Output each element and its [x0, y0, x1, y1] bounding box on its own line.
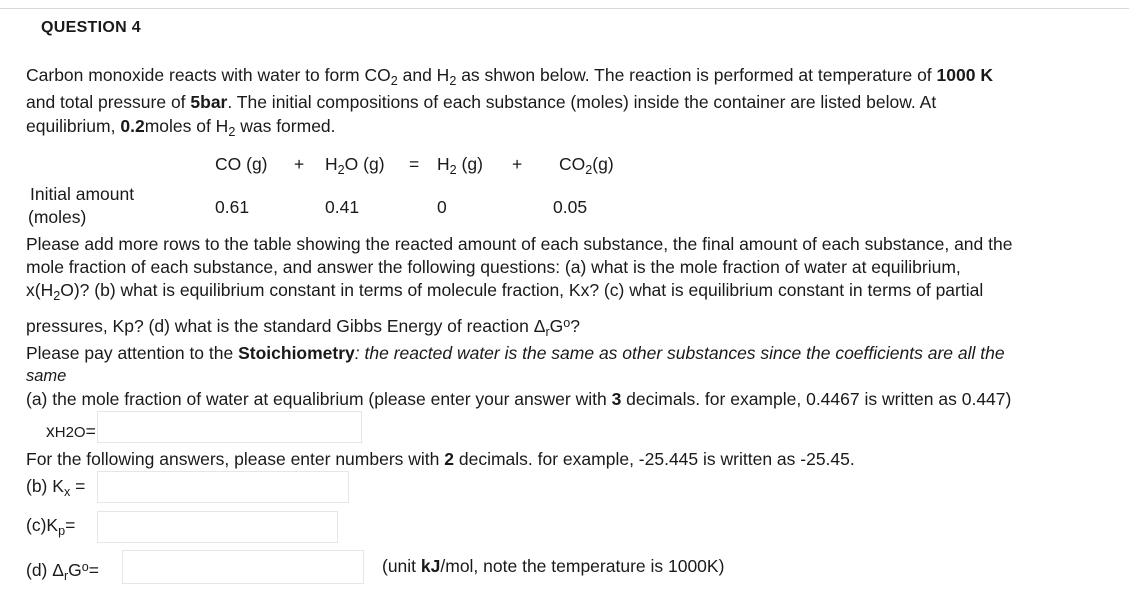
instruction-line-2: mole fraction of each substance, and answer the following questions: (a) what is the mole fraction of water at equilibrium,: [26, 257, 961, 277]
plus-sign: +: [512, 154, 523, 174]
equals-sign: =: [409, 154, 420, 174]
species-co2: $CO_2(g)$: [559, 154, 614, 177]
intro-line-1: Carbon monoxide reacts with water to form $CO_2$ and $H_2$ as shwon below. The reaction is performed at temperature of 1000 K: [26, 65, 993, 88]
initial-h2: 0: [437, 197, 447, 217]
top-divider: [0, 8, 1129, 9]
decimals-note: For the following answers, please enter numbers with 2 decimals. for example, -25.445 is written as -25.45.: [26, 449, 855, 469]
intro-line-3: equilibrium, 0.2moles of $H_2$ was formed.: [26, 116, 336, 139]
initial-h2o: 0.41: [325, 197, 360, 217]
question-title: QUESTION 4: [41, 19, 141, 36]
xh2o-answer-input[interactable]: [97, 411, 362, 443]
instruction-line-3: $x(H_2O)$? (b) what is equilibrium constant in terms of molecule fraction, Kx? (c) what is equilibrium constant in terms of partial: [26, 280, 984, 303]
instruction-line-5: Please pay attention to the Stoichiometry: the reacted water is the same as other substances since the coefficients are all the: [26, 343, 1005, 363]
part-c-label: $(c)K_p=$: [26, 515, 76, 538]
kp-answer-input[interactable]: [97, 511, 338, 543]
initial-co2: 0.05: [553, 197, 588, 217]
species-h2: $H_2$ (g): [437, 154, 483, 177]
part-a-text: (a) the mole fraction of water at equalibrium (please enter your answer with 3 decimals. for example, 0.4467 is written as 0.447): [26, 389, 1012, 409]
intro-line-2: and total pressure of 5bar. The initial compositions of each substance (moles) inside the container are listed below. At: [26, 92, 937, 112]
species-co: CO (g): [215, 154, 268, 174]
gibbs-answer-input[interactable]: [122, 550, 364, 584]
part-a-label: xH2O=: [46, 421, 96, 441]
plus-sign: +: [294, 154, 305, 174]
part-d-unit-note: (unit kJ/mol, note the temperature is 1000K): [382, 556, 725, 576]
row-label-initial: Initial amount (moles): [28, 184, 135, 227]
instruction-line-4: pressures, Kp? (d) what is the standard Gibbs Energy of reaction $\Delta_rG^o$?: [26, 316, 581, 339]
species-h2o: $H_2O$ (g): [325, 154, 385, 177]
part-b-label: (b) $K_x$ =: [26, 476, 86, 499]
instruction-line-1: Please add more rows to the table showing the reacted amount of each substance, the final amount of each substance, and the: [26, 234, 1013, 254]
initial-co: 0.61: [215, 197, 250, 217]
part-d-label: (d) $\Delta_rG^o=$: [26, 560, 100, 583]
instruction-line-6: same: [26, 367, 67, 385]
kx-answer-input[interactable]: [97, 471, 349, 503]
